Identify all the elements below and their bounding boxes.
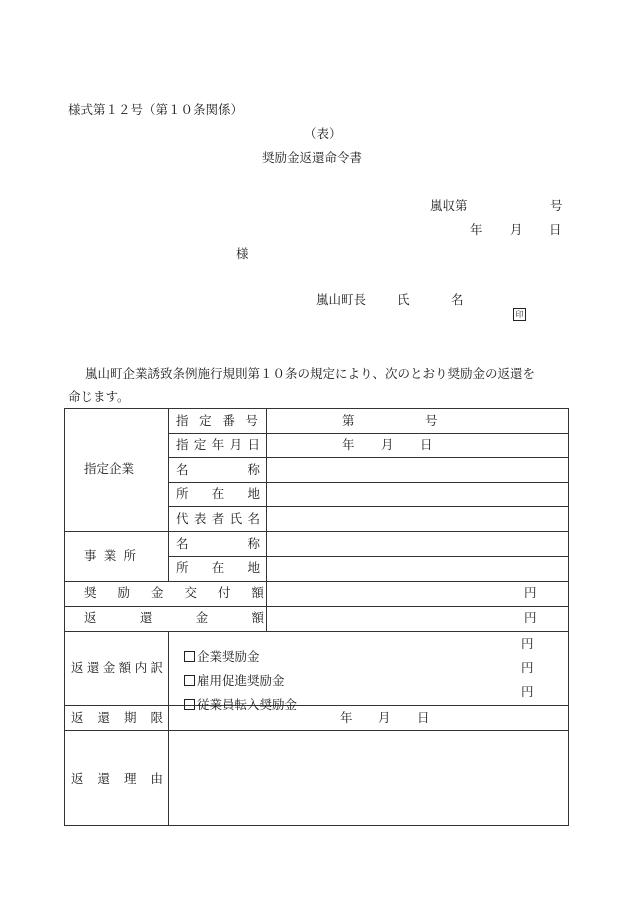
body-line-1: 嵐山町企業誘致条例施行規則第１０条の規定により、次のとおり奨励金の返還を [85,366,536,381]
body-line-2: 命じます。 [68,389,130,404]
company-location-label: 所 在 地 [176,486,260,501]
breakdown-item-label: 雇用促進奨励金 [196,672,285,688]
ref-month: 月 [510,222,523,237]
breakdown-item-label: 企業奨励金 [196,648,260,664]
reason-label: 返 還 理 由 [71,771,163,786]
deadline-year: 年 [340,710,353,725]
issuer-shi: 氏 [397,292,410,307]
deadline-month: 月 [378,710,391,725]
issuer-title: 嵐山町長 [316,292,367,307]
designation-number-label [176,415,258,428]
grant-amount-unit: 円 [524,585,537,600]
office-location-label: 所 在 地 [176,560,260,575]
designated-company-label: 指定企業 [84,461,135,476]
breakdown-item [176,686,297,711]
office-name-label: 名 称 [176,536,260,551]
breakdown-item [176,638,259,663]
deadline-label: 返 還 期 限 [71,710,163,725]
side-indicator: （表） [304,126,342,141]
company-name-label: 名 称 [176,462,260,477]
designation-date-year: 年 [342,437,355,452]
document-title: 奨励金返還命令書 [262,150,363,165]
designation-date-day: 日 [420,437,433,452]
checkbox[interactable] [184,699,195,710]
deadline-day: 日 [417,710,430,725]
grant-amount-label: 奨 励 金 交 付 額 [84,585,264,600]
breakdown-item [176,662,284,687]
recipient-honorific: 様 [236,246,249,261]
return-amount-label: 返 還 金 額 [84,610,264,625]
designation-number-text: 指 定 番 号 [176,413,258,428]
designation-number-prefix: 第 [342,413,355,428]
issuer-mei: 名 [451,292,464,307]
ref-number-prefix: 嵐収第 [430,198,468,213]
breakdown-item-label: 従業員転入奨励金 [196,696,297,712]
seal-icon: 印 [513,308,526,321]
form-number: 様式第１２号（第１０条関係） [68,102,244,117]
return-amount-unit: 円 [524,610,537,625]
checkbox[interactable] [184,651,195,662]
ref-number-suffix: 号 [550,198,563,213]
designation-date-month: 月 [381,437,394,452]
company-representative-label: 代 表 者 氏 名 [176,511,260,526]
designation-date-label: 指 定 年 月 日 [176,437,260,452]
office-label: 事 業 所 [84,548,136,563]
ref-year: 年 [470,222,483,237]
breakdown-label: 返 還 金 額 内 訳 [71,660,163,675]
breakdown-item-unit: 円 [521,660,534,675]
ref-day: 日 [549,222,562,237]
designation-number-suffix: 号 [425,413,438,428]
breakdown-item-unit: 円 [521,684,534,699]
breakdown-item-unit: 円 [521,636,534,651]
checkbox[interactable] [184,675,195,686]
